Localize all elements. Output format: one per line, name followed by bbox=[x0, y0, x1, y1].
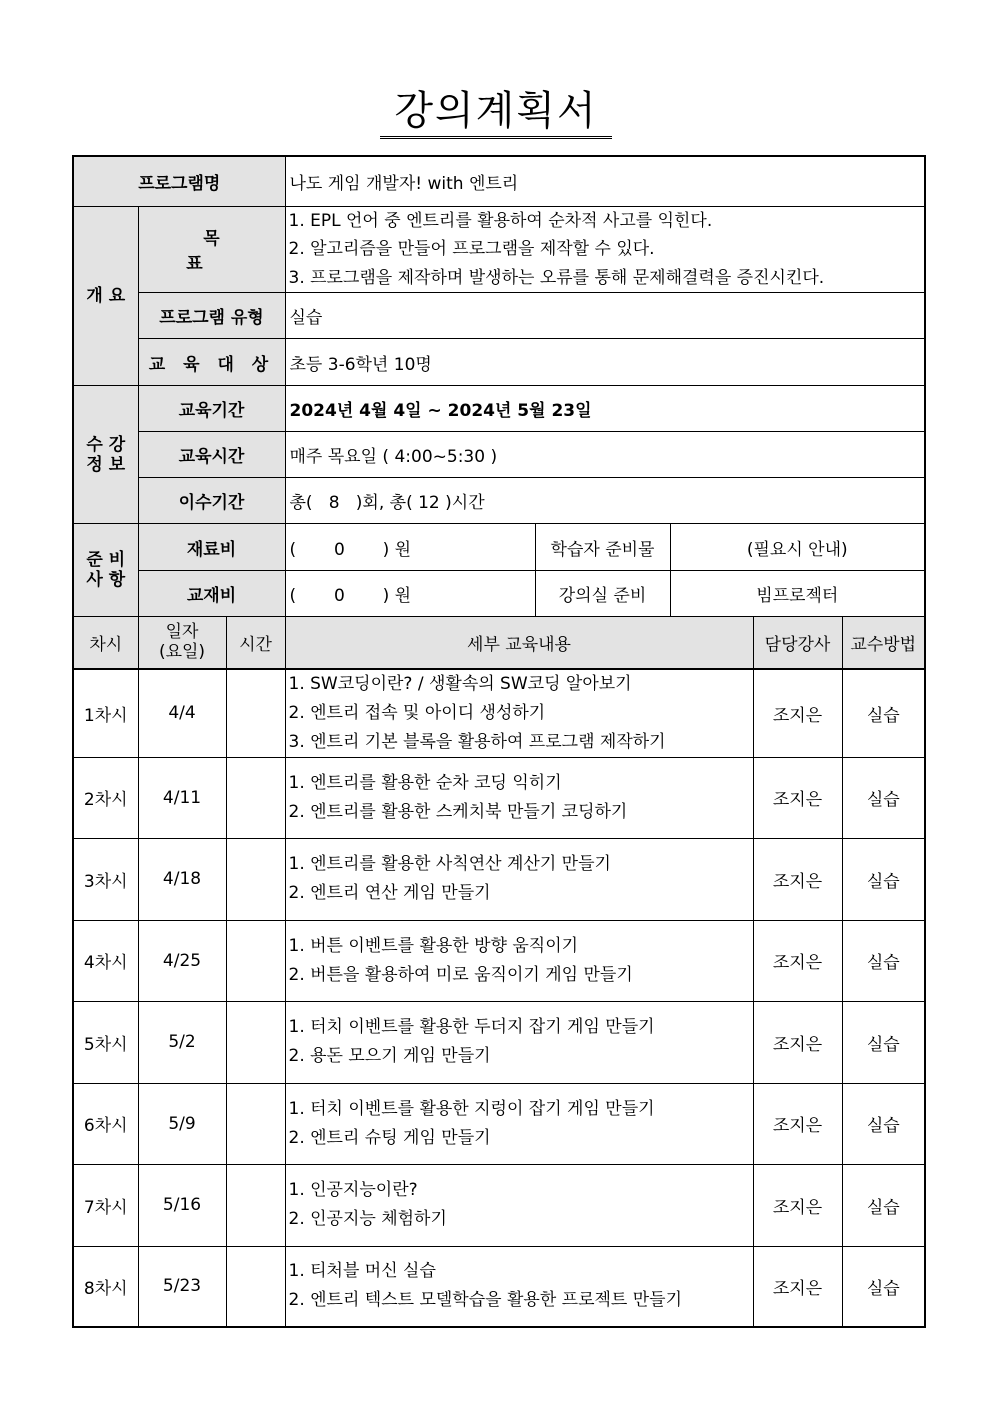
session-content-line: 1. 터치 이벤트를 활용한 두더지 잡기 게임 만들기 bbox=[288, 1017, 655, 1037]
type-value: 실습 bbox=[285, 293, 925, 339]
session-instructor: 조지은 bbox=[753, 920, 842, 1001]
session-content-line: 1. 엔트리를 활용한 사칙연산 계산기 만들기 bbox=[288, 854, 611, 874]
header-date: 일자 (요일) bbox=[138, 617, 226, 669]
session-method: 실습 bbox=[842, 1001, 925, 1083]
session-number: 4차시 bbox=[73, 920, 138, 1001]
goal-row bbox=[73, 206, 925, 293]
session-time bbox=[226, 1083, 285, 1164]
program-label: 프로그램명 bbox=[73, 156, 285, 206]
session-content bbox=[285, 920, 753, 1001]
document-title-wrap bbox=[0, 88, 992, 139]
period-label: 교육기간 bbox=[138, 386, 285, 432]
session-content-line: 2. 인공지능 체험하기 bbox=[288, 1209, 447, 1229]
goal-item: 3. 프로그램을 제작하며 발생하는 오류를 통해 문제해결력을 증진시킨다. bbox=[288, 267, 825, 288]
period-value: 2024년 4월 4일 ~ 2024년 5월 23일 bbox=[285, 386, 925, 432]
session-time bbox=[226, 1164, 285, 1246]
learner-prep-label: 학습자 준비물 bbox=[535, 524, 670, 571]
session-list bbox=[73, 669, 925, 1328]
header-content: 세부 교육내용 bbox=[285, 617, 753, 669]
session-instructor: 조지은 bbox=[753, 1001, 842, 1083]
session-content-line: 2. 용돈 모으기 게임 만들기 bbox=[288, 1046, 491, 1066]
session-date: 5/9 bbox=[138, 1083, 226, 1164]
preparation-section-label: 준 비 사 항 bbox=[73, 524, 138, 617]
session-instructor: 조지은 bbox=[753, 838, 842, 920]
session-row bbox=[73, 920, 925, 1001]
completion-row bbox=[73, 478, 925, 524]
session-date: 4/11 bbox=[138, 757, 226, 838]
completion-label: 이수기간 bbox=[138, 478, 285, 524]
session-content-line: 1. 엔트리를 활용한 순차 코딩 익히기 bbox=[288, 772, 562, 793]
material-row bbox=[73, 524, 925, 571]
program-value: 나도 게임 개발자! with 엔트리 bbox=[285, 156, 925, 206]
target-value: 초등 3-6학년 10명 bbox=[285, 339, 925, 386]
session-method: 실습 bbox=[842, 920, 925, 1001]
textbook-label: 교재비 bbox=[138, 571, 285, 617]
session-content-line: 2. 버튼을 활용하여 미로 움직이기 게임 만들기 bbox=[288, 964, 633, 985]
textbook-value: ( 0 ) 원 bbox=[285, 571, 535, 617]
session-content-line: 2. 엔트리 슈팅 게임 만들기 bbox=[288, 1127, 491, 1148]
classroom-prep-label: 강의실 준비 bbox=[535, 571, 670, 617]
session-time bbox=[226, 920, 285, 1001]
session-content-line: 3. 엔트리 기본 블록을 활용하여 프로그램 제작하기 bbox=[288, 731, 666, 752]
session-date: 5/16 bbox=[138, 1164, 226, 1246]
learner-prep-value: (필요시 안내) bbox=[670, 524, 925, 571]
session-content-line: 1. 버튼 이벤트를 활용한 방향 움직이기 bbox=[288, 935, 579, 956]
type-label: 프로그램 유형 bbox=[138, 293, 285, 339]
session-method: 실습 bbox=[842, 1246, 925, 1327]
session-content bbox=[285, 1246, 753, 1327]
session-content-line: 2. 엔트리를 활용한 스케치북 만들기 코딩하기 bbox=[288, 801, 628, 822]
goal-item: 2. 알고리즘을 만들어 프로그램을 제작할 수 있다. bbox=[288, 239, 655, 259]
session-number: 5차시 bbox=[73, 1001, 138, 1083]
session-method: 실습 bbox=[842, 838, 925, 920]
session-instructor: 조지은 bbox=[753, 757, 842, 838]
header-method: 교수방법 bbox=[842, 617, 925, 669]
goal-item: 1. EPL 언어 중 엔트리를 활용하여 순차적 사고를 익힌다. bbox=[288, 210, 713, 231]
session-method: 실습 bbox=[842, 669, 925, 758]
session-content-line: 1. 티처블 머신 실습 bbox=[288, 1261, 436, 1282]
session-instructor: 조지은 bbox=[753, 1083, 842, 1164]
session-row bbox=[73, 1001, 925, 1083]
session-row bbox=[73, 1246, 925, 1327]
completion-value: 총( 8 )회, 총( 12 )시간 bbox=[285, 478, 925, 524]
session-content bbox=[285, 1001, 753, 1083]
session-content-line: 2. 엔트리 연산 게임 만들기 bbox=[288, 883, 491, 903]
session-time bbox=[226, 1001, 285, 1083]
session-number: 2차시 bbox=[73, 757, 138, 838]
time-value: 매주 목요일 ( 4:00~5:30 ) bbox=[285, 432, 925, 478]
session-date: 4/18 bbox=[138, 838, 226, 920]
program-row bbox=[73, 156, 925, 206]
header-time: 시간 bbox=[226, 617, 285, 669]
session-content bbox=[285, 1164, 753, 1246]
session-instructor: 조지은 bbox=[753, 1246, 842, 1327]
session-row bbox=[73, 1083, 925, 1164]
session-number: 6차시 bbox=[73, 1083, 138, 1164]
session-content bbox=[285, 669, 753, 758]
session-time bbox=[226, 1246, 285, 1327]
lecture-plan-table bbox=[72, 155, 926, 1328]
target-label: 교 육 대 상 bbox=[148, 354, 275, 375]
session-content bbox=[285, 838, 753, 920]
session-number: 3차시 bbox=[73, 838, 138, 920]
session-date: 4/4 bbox=[138, 669, 226, 758]
header-instructor: 담당강사 bbox=[753, 617, 842, 669]
session-date: 4/25 bbox=[138, 920, 226, 1001]
goal-list bbox=[285, 206, 925, 293]
goal-label: 목 표 bbox=[186, 229, 254, 275]
session-method: 실습 bbox=[842, 1164, 925, 1246]
type-row bbox=[73, 293, 925, 339]
session-number: 7차시 bbox=[73, 1164, 138, 1246]
session-number: 1차시 bbox=[73, 669, 138, 758]
classroom-prep-value: 빔프로젝터 bbox=[670, 571, 925, 617]
session-date: 5/23 bbox=[138, 1246, 226, 1327]
header-session: 차시 bbox=[73, 617, 138, 669]
time-label: 교육시간 bbox=[138, 432, 285, 478]
session-time bbox=[226, 757, 285, 838]
session-method: 실습 bbox=[842, 1083, 925, 1164]
session-content-line: 1. 터치 이벤트를 활용한 지렁이 잡기 게임 만들기 bbox=[288, 1098, 655, 1119]
session-time bbox=[226, 669, 285, 758]
session-row bbox=[73, 1164, 925, 1246]
overview-section-label: 개 요 bbox=[73, 206, 138, 386]
session-date: 5/2 bbox=[138, 1001, 226, 1083]
material-value: ( 0 ) 원 bbox=[285, 524, 535, 571]
schedule-header-row bbox=[73, 617, 925, 669]
session-time bbox=[226, 838, 285, 920]
session-content bbox=[285, 757, 753, 838]
material-label: 재료비 bbox=[138, 524, 285, 571]
session-content bbox=[285, 1083, 753, 1164]
session-instructor: 조지은 bbox=[753, 1164, 842, 1246]
session-instructor: 조지은 bbox=[753, 669, 842, 758]
period-row bbox=[73, 386, 925, 432]
session-row bbox=[73, 757, 925, 838]
session-content-line: 1. 인공지능이란? bbox=[288, 1180, 418, 1200]
session-method: 실습 bbox=[842, 757, 925, 838]
target-row bbox=[73, 339, 925, 386]
session-number: 8차시 bbox=[73, 1246, 138, 1327]
enrollment-section-label: 수 강 정 보 bbox=[73, 386, 138, 524]
textbook-row bbox=[73, 571, 925, 617]
session-content-line: 2. 엔트리 텍스트 모델학습을 활용한 프로젝트 만들기 bbox=[288, 1290, 683, 1311]
session-row bbox=[73, 838, 925, 920]
document-title: 강의계획서 bbox=[380, 88, 611, 139]
session-row bbox=[73, 669, 925, 758]
session-content-line: 2. 엔트리 접속 및 아이디 생성하기 bbox=[288, 702, 546, 723]
time-row bbox=[73, 432, 925, 478]
session-content-line: 1. SW코딩이란? / 생활속의 SW코딩 알아보기 bbox=[288, 673, 632, 694]
